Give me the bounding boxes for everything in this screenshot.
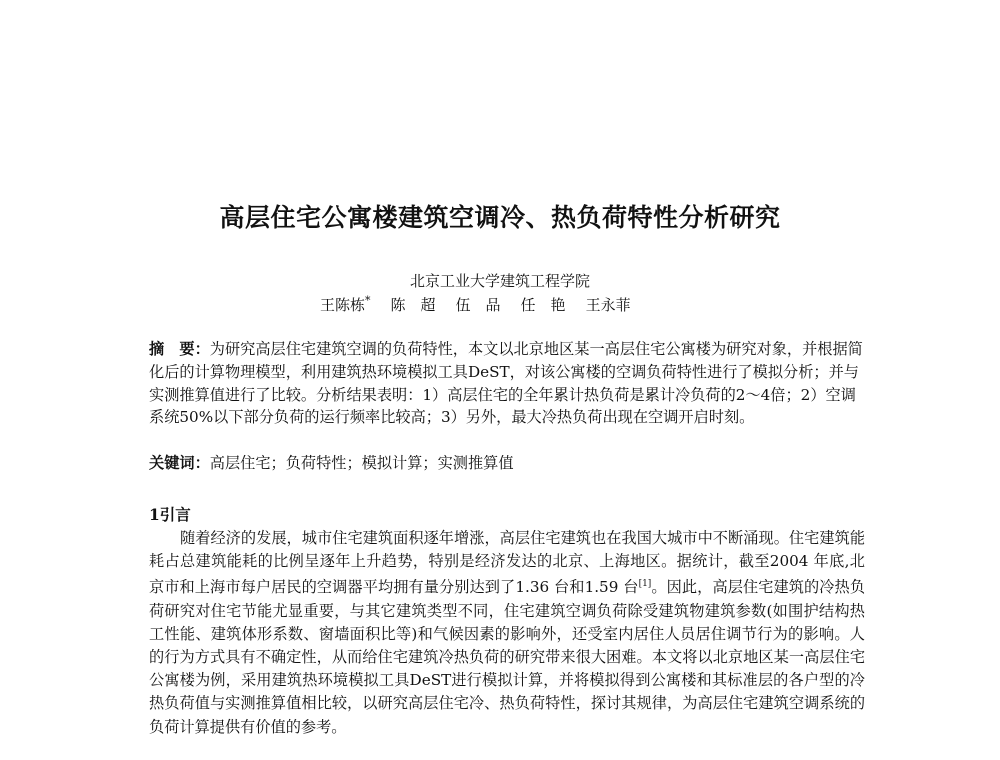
author-name: 王陈栋 xyxy=(320,296,366,314)
citation: [1] xyxy=(638,579,652,590)
keywords-label: 关键词： xyxy=(149,454,210,472)
abstract-text: 为研究高层住宅建筑空调的负荷特性，本文以北京地区某一高层住宅公寓楼为研究对象，并根据简化后的计算物理模型，利用建筑热环境模拟工具DeST，对该公寓楼的空调负荷特性进行了模拟分析；并与实测推算值进行了比较。分析结果表明：1）高层住宅的全年累计热负荷是累计冷负荷的2～4倍；2）空调系统50%以下部分负荷的运行频率比较高；3）另外，最大冷热负荷出现在空调开启时刻。 xyxy=(149,340,863,427)
author-list xyxy=(320,294,720,315)
intro-text: 随着经济的发展，城市住宅建筑面积逐年增涨，高层住宅建筑也在我国大城市中不断涌现。住宅建筑能耗占总建筑能耗的比例呈逐年上升趋势，特别是经济发达的北京、上海地区。据统计，截至2004 年底,北京市和上海市每户居民的空调器平均拥有量分别达到了1.36 台和1.59 台 xyxy=(149,529,865,597)
keywords xyxy=(149,452,863,474)
author: 王永菲 xyxy=(585,296,631,314)
paper-title: 高层住宅公寓楼建筑空调冷、热负荷特性分析研究 xyxy=(219,203,781,232)
abstract-label: 摘 要： xyxy=(149,340,210,358)
author: 任 艳 xyxy=(520,296,566,314)
author: 陈 超 xyxy=(390,296,436,314)
author xyxy=(320,294,371,315)
abstract xyxy=(149,338,863,429)
author: 伍 品 xyxy=(455,296,501,314)
corresponding-mark: * xyxy=(365,294,371,307)
keywords-text: 高层住宅；负荷特性；模拟计算；实测推算值 xyxy=(209,454,514,472)
intro-paragraph xyxy=(149,527,865,739)
section-heading: 1引言 xyxy=(149,505,191,524)
affiliation: 北京工业大学建筑工程学院 xyxy=(409,272,590,290)
intro-text-cont: 。因此，高层住宅建筑的冷热负荷研究对住宅节能尤显重要，与其它建筑类型不同，住宅建筑空调负荷除受建筑物建筑参数(如围护结构热工性能、建筑体形系数、窗墙面积比等)和气候因素的影响外，还受室内居住人员居住调节行为的影响。人的行为方式具有不确定性，从而给住宅建筑冷热负荷的研究带来很大困难。本文将以北京地区某一高层住宅公寓楼为例，采用建筑热环境模拟工具DeST进行模拟计算，并将模拟得到公寓楼和其标准层的各户型的冷热负荷值与实测推算值相比较，以研究高层住宅冷、热负荷特性，探讨其规律，为高层住宅建筑空调系统的负荷计算提供有价值的参考。 xyxy=(149,578,866,736)
